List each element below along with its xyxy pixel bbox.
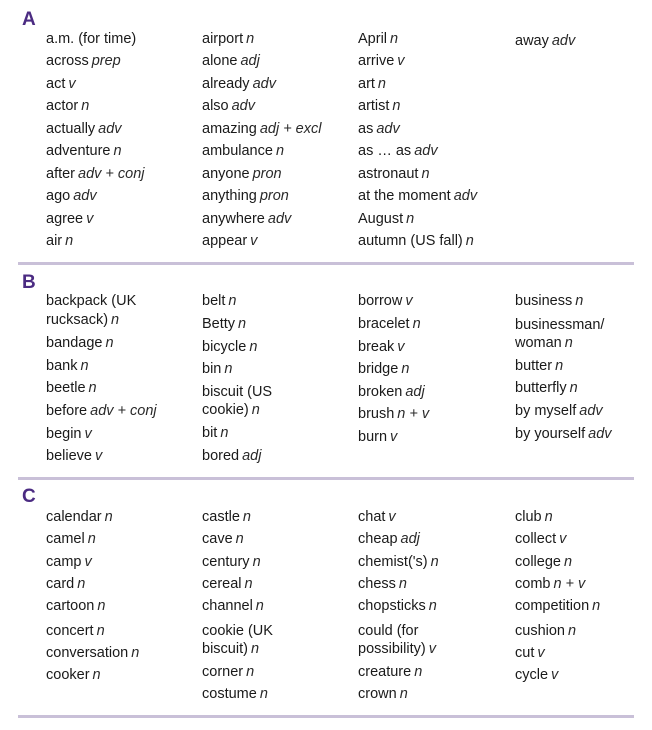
headword: broken xyxy=(358,384,403,400)
word-entry xyxy=(46,165,145,183)
word-entry xyxy=(202,120,321,138)
word-entry xyxy=(515,597,600,615)
word-entry xyxy=(202,622,273,640)
part-of-speech: adv xyxy=(98,121,122,137)
headword: bridge xyxy=(358,361,399,377)
part-of-speech: n xyxy=(220,425,229,441)
word-entry xyxy=(46,530,96,548)
part-of-speech: n xyxy=(88,380,97,396)
part-of-speech: n xyxy=(252,554,261,570)
word-entry xyxy=(46,402,157,420)
headword: as … as xyxy=(358,143,412,159)
headword: businessman/ xyxy=(515,317,605,333)
word-entry xyxy=(515,32,575,50)
headword: club xyxy=(515,509,542,525)
headword: butter xyxy=(515,358,553,374)
word-entry xyxy=(202,30,254,48)
part-of-speech: n xyxy=(377,76,386,92)
headword: conversation xyxy=(46,645,129,661)
headword: airport xyxy=(202,31,244,47)
part-of-speech: n xyxy=(259,686,268,702)
word-entry xyxy=(46,666,101,684)
word-entry xyxy=(358,508,396,526)
word-entry xyxy=(202,232,257,250)
part-of-speech: v xyxy=(84,554,92,570)
part-of-speech: n xyxy=(242,509,251,525)
part-of-speech: adj xyxy=(405,384,425,400)
word-entry xyxy=(46,508,113,526)
word-entry xyxy=(46,120,122,138)
part-of-speech: n xyxy=(111,312,120,328)
part-of-speech: prep xyxy=(91,53,121,69)
part-of-speech: n xyxy=(412,316,421,332)
headword: chat xyxy=(358,509,386,525)
word-entry xyxy=(46,357,89,375)
part-of-speech: v xyxy=(94,448,103,464)
word-entry xyxy=(202,575,253,593)
part-of-speech: n xyxy=(105,335,114,351)
headword: anything xyxy=(202,188,257,204)
part-of-speech: adv xyxy=(579,403,603,419)
word-entry xyxy=(202,338,257,356)
word-entry xyxy=(46,425,92,443)
part-of-speech: n xyxy=(544,509,553,525)
headword: actor xyxy=(46,98,79,114)
word-entry xyxy=(358,338,405,356)
word-entry xyxy=(358,315,421,333)
headword: bored xyxy=(202,448,240,464)
part-of-speech: n xyxy=(401,361,410,377)
word-entry xyxy=(46,644,139,662)
headword: anywhere xyxy=(202,211,265,227)
part-of-speech: n xyxy=(87,531,96,547)
headword: cartoon xyxy=(46,598,95,614)
part-of-speech: adv + conj xyxy=(90,403,157,419)
part-of-speech: v xyxy=(537,645,545,661)
part-of-speech: n xyxy=(113,143,122,159)
word-entry xyxy=(515,357,563,375)
word-entry xyxy=(358,622,418,640)
word-entry xyxy=(358,383,425,401)
part-of-speech: v xyxy=(86,211,94,227)
word-entry xyxy=(202,187,289,205)
headword: bit xyxy=(202,425,218,441)
word-entry xyxy=(46,334,114,352)
headword: brush xyxy=(358,406,395,422)
part-of-speech: n xyxy=(81,98,90,114)
part-of-speech: n xyxy=(249,339,258,355)
headword: August xyxy=(358,211,404,227)
part-of-speech: v xyxy=(405,293,413,309)
part-of-speech: n xyxy=(96,623,105,639)
word-entry xyxy=(46,97,89,115)
headword: creature xyxy=(358,664,412,680)
headword: cut xyxy=(515,645,535,661)
word-entry xyxy=(358,685,408,703)
headword: woman xyxy=(515,335,562,351)
part-of-speech: n + v xyxy=(397,406,430,422)
word-entry xyxy=(46,292,136,310)
headword: bracelet xyxy=(358,316,410,332)
headword: bandage xyxy=(46,335,103,351)
section-letter-a: A xyxy=(22,9,36,30)
word-entry xyxy=(202,165,282,183)
word-entry xyxy=(46,52,121,70)
part-of-speech: n + v xyxy=(553,576,586,592)
part-of-speech: n xyxy=(430,554,439,570)
word-entry xyxy=(358,663,422,681)
headword: cookie (UK xyxy=(202,623,273,639)
headword: already xyxy=(202,76,250,92)
part-of-speech: n xyxy=(564,335,573,351)
headword: butterfly xyxy=(515,380,567,396)
section-divider xyxy=(18,477,634,480)
part-of-speech: n xyxy=(398,576,407,592)
headword: bicycle xyxy=(202,339,247,355)
word-entry xyxy=(202,553,261,571)
word-entry xyxy=(202,640,259,658)
part-of-speech: v xyxy=(68,76,76,92)
word-entry xyxy=(515,508,553,526)
part-of-speech: adv xyxy=(267,211,292,227)
headword: a.m. (for time) xyxy=(46,31,137,47)
word-entry xyxy=(358,530,420,548)
section-divider xyxy=(18,262,634,265)
part-of-speech: n xyxy=(104,509,113,525)
word-entry xyxy=(202,383,272,401)
word-entry xyxy=(515,644,545,662)
word-entry xyxy=(46,447,102,465)
word-entry xyxy=(358,640,436,658)
headword: act xyxy=(46,76,66,92)
headword: across xyxy=(46,53,89,69)
headword: rucksack) xyxy=(46,312,109,328)
word-entry xyxy=(358,97,401,115)
headword: burn xyxy=(358,429,388,445)
headword: at the moment xyxy=(358,188,451,204)
part-of-speech: adv xyxy=(231,98,255,114)
part-of-speech: n xyxy=(80,358,89,374)
headword: by myself xyxy=(515,403,577,419)
part-of-speech: n xyxy=(244,576,253,592)
word-entry xyxy=(202,508,251,526)
headword: business xyxy=(515,293,573,309)
part-of-speech: n xyxy=(97,598,106,614)
headword: cycle xyxy=(515,667,549,683)
headword: autumn (US fall) xyxy=(358,233,463,249)
part-of-speech: n xyxy=(246,664,255,680)
headword: as xyxy=(358,121,374,137)
headword: air xyxy=(46,233,63,249)
headword: college xyxy=(515,554,561,570)
headword: break xyxy=(358,339,395,355)
word-entry xyxy=(202,292,236,310)
part-of-speech: adv xyxy=(588,426,612,442)
word-entry xyxy=(46,30,136,48)
word-entry xyxy=(358,597,437,615)
part-of-speech: adj + excl xyxy=(259,121,322,137)
headword: cave xyxy=(202,531,233,547)
section-letter-c: C xyxy=(22,486,36,507)
part-of-speech: adj xyxy=(240,53,260,69)
word-entry xyxy=(515,402,603,420)
word-entry xyxy=(515,530,566,548)
word-entry xyxy=(358,575,407,593)
word-entry xyxy=(515,316,604,334)
headword: cereal xyxy=(202,576,242,592)
word-entry xyxy=(202,142,284,160)
headword: before xyxy=(46,403,88,419)
word-entry xyxy=(202,75,276,93)
headword: art xyxy=(358,76,375,92)
headword: agree xyxy=(46,211,84,227)
part-of-speech: adv xyxy=(73,188,97,204)
word-entry xyxy=(358,165,430,183)
part-of-speech: adv xyxy=(252,76,276,92)
word-entry xyxy=(515,292,583,310)
headword: ambulance xyxy=(202,143,273,159)
part-of-speech: n xyxy=(563,554,573,570)
word-entry xyxy=(202,447,261,465)
part-of-speech: n xyxy=(235,531,244,547)
word-entry xyxy=(358,75,386,93)
word-entry xyxy=(515,334,573,352)
word-entry xyxy=(202,685,268,703)
headword: April xyxy=(358,31,388,47)
headword: chopsticks xyxy=(358,598,426,614)
headword: amazing xyxy=(202,121,257,137)
word-entry xyxy=(46,379,97,397)
headword: begin xyxy=(46,426,82,442)
word-entry xyxy=(202,401,260,419)
word-entry xyxy=(358,120,400,138)
word-entry xyxy=(46,187,97,205)
word-entry xyxy=(46,553,92,571)
part-of-speech: adv xyxy=(414,143,438,159)
headword: century xyxy=(202,554,250,570)
headword: Betty xyxy=(202,316,236,332)
headword: concert xyxy=(46,623,94,639)
headword: by yourself xyxy=(515,426,586,442)
word-entry xyxy=(515,575,585,593)
word-entry xyxy=(46,575,85,593)
headword: chess xyxy=(358,576,396,592)
headword: possibility) xyxy=(358,641,426,657)
headword: alone xyxy=(202,53,238,69)
headword: calendar xyxy=(46,509,102,525)
word-entry xyxy=(358,232,474,250)
word-entry xyxy=(358,30,398,48)
part-of-speech: n xyxy=(406,211,415,227)
part-of-speech: v xyxy=(428,641,436,657)
headword: backpack (UK xyxy=(46,293,137,309)
part-of-speech: n xyxy=(555,358,564,374)
word-entry xyxy=(358,210,414,228)
section-letter-b: B xyxy=(22,272,36,293)
part-of-speech: v xyxy=(390,429,398,445)
headword: beetle xyxy=(46,380,86,396)
part-of-speech: n xyxy=(399,686,408,702)
part-of-speech: n xyxy=(421,166,430,182)
word-entry xyxy=(46,622,105,640)
part-of-speech: pron xyxy=(252,166,282,182)
part-of-speech: n xyxy=(228,293,237,309)
word-entry xyxy=(515,379,578,397)
headword: biscuit (US xyxy=(202,384,273,400)
headword: believe xyxy=(46,448,92,464)
part-of-speech: n xyxy=(224,361,233,377)
word-entry xyxy=(358,187,477,205)
word-entry xyxy=(358,428,397,446)
part-of-speech: n xyxy=(567,623,577,639)
word-entry xyxy=(358,405,429,423)
part-of-speech: n xyxy=(390,31,399,47)
headword: astronaut xyxy=(358,166,419,182)
part-of-speech: n xyxy=(77,576,86,592)
part-of-speech: n xyxy=(392,98,401,114)
headword: also xyxy=(202,98,229,114)
part-of-speech: n xyxy=(275,143,285,159)
word-entry xyxy=(515,666,558,684)
headword: comb xyxy=(515,576,551,592)
word-entry xyxy=(46,597,105,615)
headword: artist xyxy=(358,98,390,114)
headword: competition xyxy=(515,598,590,614)
headword: arrive xyxy=(358,53,395,69)
word-entry xyxy=(202,597,264,615)
headword: cheap xyxy=(358,531,398,547)
part-of-speech: n xyxy=(92,667,101,683)
part-of-speech: n xyxy=(238,316,247,332)
headword: cookie) xyxy=(202,402,249,418)
headword: bank xyxy=(46,358,78,374)
part-of-speech: adv xyxy=(551,33,576,49)
word-entry xyxy=(202,210,291,228)
word-entry xyxy=(358,52,405,70)
part-of-speech: adv xyxy=(453,188,478,204)
headword: castle xyxy=(202,509,240,525)
word-entry xyxy=(515,622,576,640)
part-of-speech: n xyxy=(246,31,255,47)
word-entry xyxy=(358,142,438,160)
headword: chemist('s) xyxy=(358,554,428,570)
headword: biscuit) xyxy=(202,641,248,657)
part-of-speech: n xyxy=(569,380,578,396)
word-entry xyxy=(202,663,254,681)
headword: actually xyxy=(46,121,96,137)
word-entry xyxy=(202,52,260,70)
headword: collect xyxy=(515,531,557,547)
headword: cooker xyxy=(46,667,90,683)
part-of-speech: v xyxy=(397,53,405,69)
part-of-speech: n xyxy=(575,293,584,309)
part-of-speech: adj xyxy=(242,448,262,464)
word-entry xyxy=(46,75,76,93)
part-of-speech: v xyxy=(388,509,396,525)
headword: ago xyxy=(46,188,71,204)
part-of-speech: pron xyxy=(259,188,289,204)
part-of-speech: n xyxy=(251,402,260,418)
headword: anyone xyxy=(202,166,250,182)
word-entry xyxy=(515,425,612,443)
headword: adventure xyxy=(46,143,111,159)
headword: camel xyxy=(46,531,85,547)
headword: costume xyxy=(202,686,257,702)
part-of-speech: n xyxy=(414,664,423,680)
headword: could (for xyxy=(358,623,419,639)
headword: away xyxy=(515,33,549,49)
word-entry xyxy=(202,424,228,442)
word-entry xyxy=(202,360,232,378)
word-entry xyxy=(46,232,73,250)
part-of-speech: n xyxy=(250,641,260,657)
headword: borrow xyxy=(358,293,403,309)
word-entry xyxy=(515,553,572,571)
headword: bin xyxy=(202,361,222,377)
headword: belt xyxy=(202,293,226,309)
part-of-speech: v xyxy=(551,667,559,683)
word-entry xyxy=(358,360,409,378)
section-divider xyxy=(18,715,634,718)
part-of-speech: adv + conj xyxy=(78,166,145,182)
headword: card xyxy=(46,576,75,592)
headword: crown xyxy=(358,686,397,702)
word-entry xyxy=(358,292,413,310)
part-of-speech: adv xyxy=(376,121,400,137)
part-of-speech: n xyxy=(65,233,74,249)
word-entry xyxy=(46,210,93,228)
word-entry xyxy=(202,315,246,333)
headword: appear xyxy=(202,233,248,249)
part-of-speech: v xyxy=(84,426,92,442)
part-of-speech: n xyxy=(255,598,264,614)
part-of-speech: adj xyxy=(400,531,420,547)
part-of-speech: v xyxy=(250,233,258,249)
part-of-speech: v xyxy=(397,339,405,355)
headword: channel xyxy=(202,598,253,614)
word-entry xyxy=(46,142,122,160)
headword: camp xyxy=(46,554,82,570)
word-entry xyxy=(46,311,119,329)
word-entry xyxy=(358,553,439,571)
part-of-speech: v xyxy=(559,531,567,547)
word-entry xyxy=(202,530,244,548)
headword: after xyxy=(46,166,76,182)
headword: corner xyxy=(202,664,244,680)
part-of-speech: n xyxy=(465,233,474,249)
word-entry xyxy=(202,97,255,115)
part-of-speech: n xyxy=(131,645,140,661)
part-of-speech: n xyxy=(592,598,601,614)
headword: cushion xyxy=(515,623,565,639)
part-of-speech: n xyxy=(428,598,437,614)
